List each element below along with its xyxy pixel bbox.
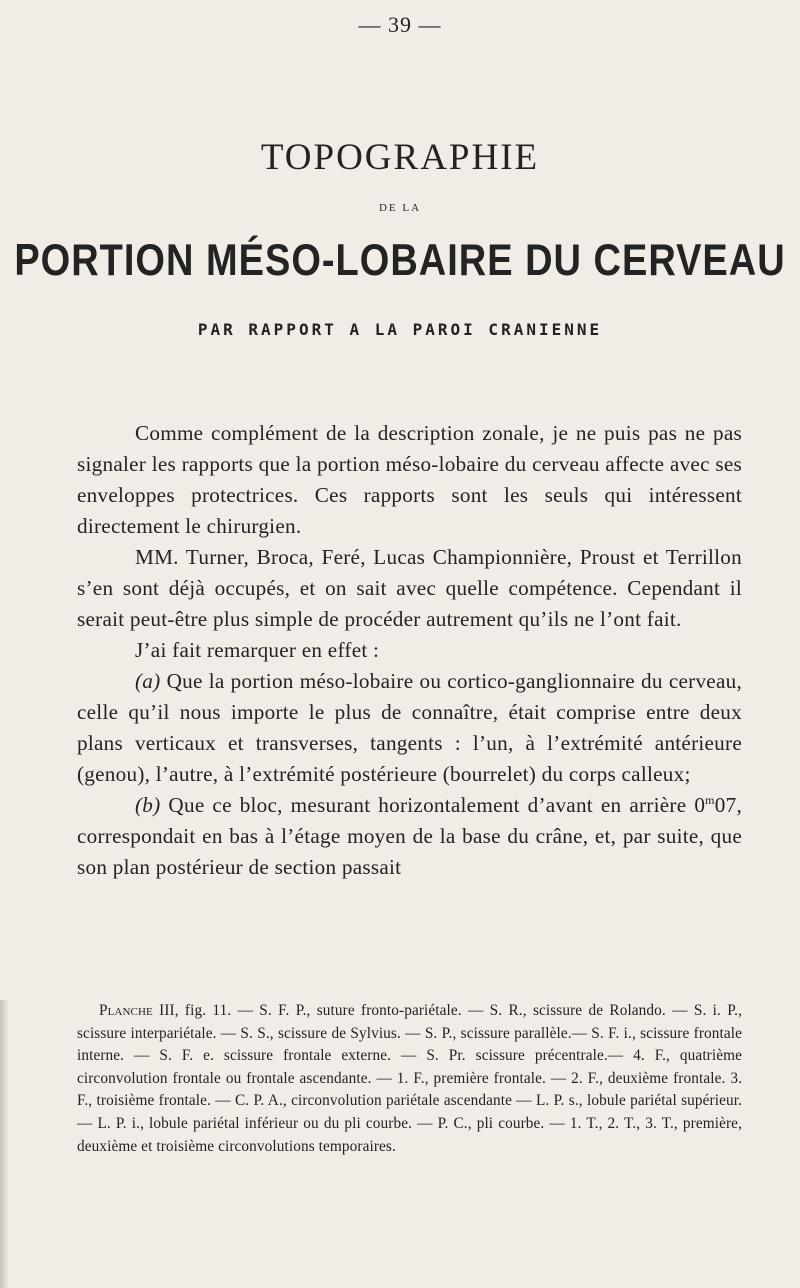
paragraph-1: Comme complément de la description zonale, je ne puis pas ne pas signaler les rapports que la portion méso-lobaire du cerveau affecte avec ses enveloppes protectrices. Ces rapports sont les seuls qui intéressent directement le chirurgien. [77,421,742,538]
page-number: — 39 — [358,12,442,37]
paragraph-3: J’ai fait remarquer en effet : [135,638,380,662]
paragraph-5-label: (b) [135,793,161,817]
paragraph-5-text-a: Que ce bloc, mesurant horizontalement d’avant en arrière 0 [160,793,706,817]
title-connector: DE LA [378,202,422,214]
paragraph-2: MM. Turner, Broca, Feré, Lucas Championnière, Proust et Terrillon s’en sont déjà occupés, et on sait avec quelle compétence. Cependant il serait peut-être plus simple de procéder autrement qu’ils ne l’ont fait. [77,545,742,631]
chapter-main-title: PORTION MÉSO-LOBAIRE DU CERVEAU [14,236,786,286]
paragraph-5 [77,790,742,883]
footnote-paragraph [77,1000,742,1158]
chapter-title: TOPOGRAPHIE [260,137,540,178]
paragraph-4-text: Que la portion méso-lobaire ou cortico-ganglionnaire du cerveau, celle qu’il nous importe le plus de connaître, était comprise entre deux plans verticaux et transverses, tangents : l’un, à l’extrémité antérieure (genou), l’autre, à l’extrémité postérieure (bourrelet) du corps calleux; [77,669,742,786]
body-text [77,418,742,883]
paragraph-5-text-b: 07, correspondait en bas à l’étage moyen de la base du crâne, et, par suite, que son plan postérieur de section passait [77,793,742,879]
paragraph-4-label: (a) [135,669,161,693]
page-edge-shadow [0,1000,9,1288]
paragraph-4 [77,666,742,790]
footnote [77,1000,742,1158]
paragraph-5-superscript: m [705,792,715,807]
chapter-subtitle: PAR RAPPORT A LA PAROI CRANIENNE [197,320,603,339]
footnote-label: Planche [99,1002,153,1019]
footnote-text: III, fig. 11. — S. F. P., suture fronto-pariétale. — S. R., scissure de Rolando. — S. i. P., scissure interpariétale. — S. S., scissure de Sylvius. — S. P., scissure parallèle.— S. F. i., scissure frontale interne. — S. F. e. scissure frontale externe. — S. Pr. scissure précentrale.— 4. F., quatrième circonvolution frontale ou frontale ascendante. — 1. F., première frontale. — 2. F., deuxième frontale. 3. F., troisième frontale. — C. P. A., circonvolution pariétale ascendante — L. P. s., lobule pariétal supérieur. — L. P. i., lobule pariétal inférieur ou du pli courbe. — P. C., pli courbe. — 1. T., 2. T., 3. T., première, deuxième et troisième circonvolutions temporaires. [77,1002,742,1155]
